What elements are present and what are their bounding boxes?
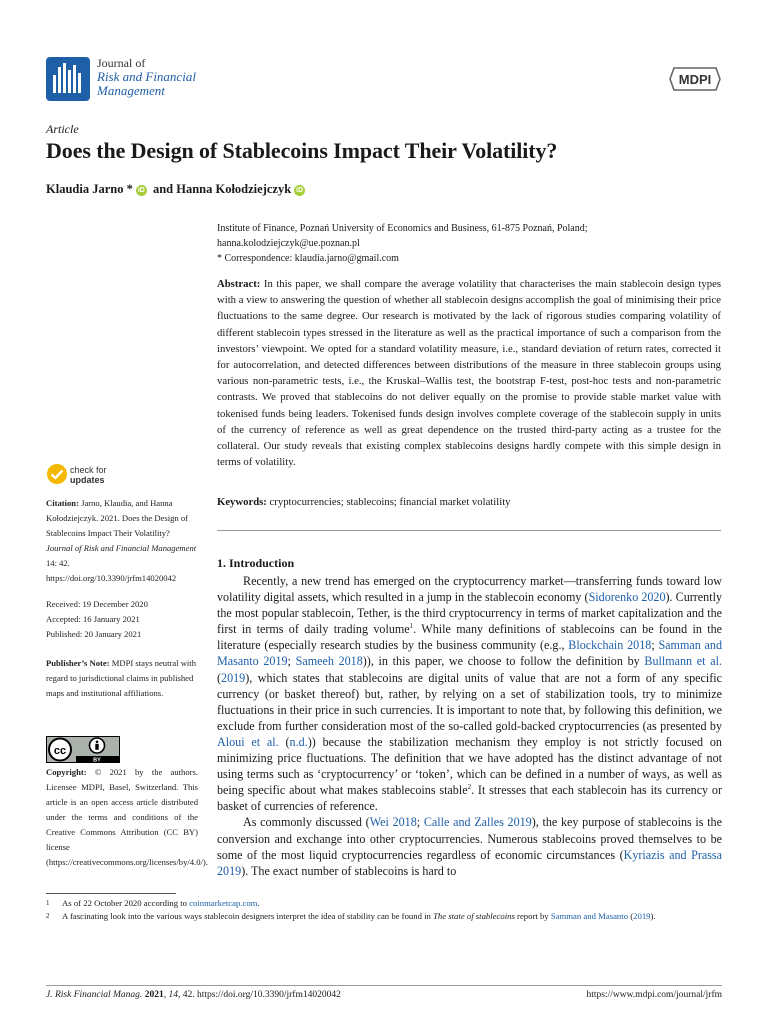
- updates-label: updates: [70, 474, 105, 485]
- check-for-updates-icon[interactable]: [46, 463, 68, 485]
- footnote-number: 1: [46, 899, 50, 907]
- body-text: [217, 573, 722, 879]
- journal-logo-icon: [46, 57, 90, 101]
- citation-link[interactable]: Sidorenko 2020: [588, 590, 666, 605]
- citation-journal: Journal of Risk and Financial Management: [46, 543, 197, 553]
- keywords-divider: [217, 530, 721, 531]
- abstract: [217, 276, 721, 470]
- author-email[interactable]: hanna.kolodziejczyk@ue.poznan.pl: [217, 238, 360, 249]
- citation-link[interactable]: n.d.: [289, 734, 308, 749]
- copyright-block: [46, 765, 208, 870]
- journal-title-line1: Risk and Financial: [97, 69, 196, 84]
- footnotes: [46, 897, 722, 922]
- footnote-text: report by: [514, 910, 551, 921]
- citation-link[interactable]: Bullmann et al.: [644, 654, 722, 669]
- publishers-note-text: MDPI stays neutral with regard to jurisdictional claims in published maps and institutional affiliations.: [46, 658, 196, 698]
- journal-title-line2: Management: [97, 82, 165, 98]
- cc-by-license-icon[interactable]: [46, 736, 120, 763]
- footnote-1: [46, 897, 722, 910]
- keywords: [217, 496, 511, 508]
- footnote-2: [46, 910, 722, 923]
- footnote-link[interactable]: coinmarketcap.com: [189, 898, 258, 908]
- footer-year: 2021: [142, 990, 164, 1000]
- affiliation-line: Institute of Finance, Poznań University of Economics and Business, 61-875 Poznań, Poland;: [217, 223, 588, 234]
- citation-link[interactable]: Kyriazis and Prassa 2019: [217, 847, 722, 878]
- article-title: Does the Design of Stablecoins Impact Their Volatility?: [46, 138, 558, 163]
- paragraph: Recently, a new trend has emerged on the cryptocurrency market—transferring funds toward low volatility digital assets, which resulted in a jump in the stablecoin economy (Sidorenko 2020). Currently the most popular stablecoin, Tether, is the third cryptocurrency in terms of market capitalization and the first in terms of daily trading volume$^1$. While many definitions of stablecoins can be found in the literature (especially research studies by the business community (e.g., Blockchain 2018; Samman and Masanto 2019; Sameeh 2018)), in this paper, we choose to follow the definition by Bullmann et al. (2019), which states that stablecoins are digital units of value that are not a form of any specific currency (or basket thereof) but, rather, by relying on a set of stabilization tools, try to minimize fluctuations in their price in such currencies. It is important to note that, by following this definition, we exclude from further consideration most of the so-called gold-backed cryptocurrencies (as presented by Aloui et al. (n.d.)) because the stabilization mechanism they employ is not strictly focused on minimizing price fluctuations. The definition that we have adopted has the distinct advantage of not using terms such as ‘cryptocurrency’ or ‘token’, which can be defined in a number of ways, as well as being specific about what makes stablecoins stable$^2$. It stresses that each stablecoin has its currency or basket of currencies of reference.: [217, 574, 723, 814]
- citation-label: Citation:: [46, 498, 79, 508]
- mdpi-logo-icon: [668, 66, 722, 92]
- citation-text: Jarno, Klaudia, and Hanna Kołodziejczyk. 2021. Does the Design of Stablecoins Impact Their Volatility?: [46, 498, 189, 538]
- citation-link[interactable]: Calle and Zalles 2019: [423, 815, 532, 830]
- journal-prefix: Journal of: [97, 56, 146, 70]
- footnote-text: (: [628, 910, 634, 921]
- cc-by-label: BY: [93, 757, 101, 763]
- article-type: Article: [46, 122, 79, 136]
- orcid-icon[interactable]: iD: [296, 187, 304, 194]
- abstract-label: Abstract:: [217, 278, 261, 290]
- citation-link[interactable]: 2019: [221, 670, 246, 685]
- publishers-note-label: Publisher’s Note:: [46, 658, 110, 668]
- footer-citation: [46, 990, 341, 1000]
- check-for-updates-label[interactable]: [70, 466, 107, 485]
- citation-doi[interactable]: 14: 42. https://doi.org/10.3390/jrfm14020042: [46, 558, 177, 583]
- received-date: Received: 19 December 2020: [46, 599, 148, 609]
- authors: [46, 182, 308, 197]
- footnote-text: .: [257, 898, 260, 908]
- publishers-note: [46, 656, 198, 701]
- section-heading: 1. Introduction: [217, 556, 295, 570]
- footnote-link[interactable]: Samman and Masanto: [550, 910, 629, 921]
- author-2[interactable]: Hanna Kołodziejczyk: [176, 182, 292, 196]
- citation-link[interactable]: Wei 2018: [369, 815, 417, 830]
- citation-link[interactable]: Blockchain 2018: [568, 638, 652, 653]
- affiliations: [217, 221, 727, 266]
- footer-doi[interactable]: , 42. https://doi.org/10.3390/jrfm14020042: [177, 990, 341, 1000]
- correspondence: * Correspondence: klaudia.jarno@gmail.com: [217, 253, 399, 264]
- author-separator: and: [149, 182, 177, 196]
- footnote-text: A fascinating look into the various ways stablecoin designers interpret the idea of stability can be found in: [62, 910, 434, 921]
- keywords-text: cryptocurrencies; stablecoins; financial market volatility: [266, 496, 511, 508]
- check-for-label: check for: [70, 465, 107, 475]
- dates-block: [46, 597, 198, 642]
- cc-label: cc: [53, 745, 67, 757]
- keywords-label: Keywords:: [217, 496, 267, 508]
- citation-link[interactable]: Sameeh 2018: [295, 654, 363, 669]
- abstract-text: In this paper, we shall compare the average volatility that characterises the main stablecoin design types with a view to answering the question of whether all stablecoin designs accomplish the goal of minimising their price fluctuations to the same degree. Our research is motivated by the lack of rigorous studies comparing volatility of different stablecoin types stressed in the literature as well as the practical importance of such a comparison from the investors’ viewpoint. We opted for a standard volatility measure, i.e., standard deviation of return rates, corrected it for autocorrelation, and detected differences between distributions of the measure in three stablecoin groups using various non-parametric tests, i.e., the Kruskal–Wallis test, the bootstrap F-test, post-hoc tests and non-parametric contrasts. We proved that stablecoins do not deliver equally on the promise to provide stable market value with tokenised funds being leaders. Tokenised funds design involves complete coverage of the stablecoin supply in units of the currency of reference as well as great dependence on the trusted third-party acting as a trustee for the collateral. Our study reveals that existing complex stablecoins designs hardly compete with this simple design in terms of volatility.: [217, 278, 721, 469]
- footer-volume: , 14: [163, 990, 178, 1000]
- copyright-label: Copyright:: [46, 767, 87, 777]
- footnote-number: 2: [46, 911, 50, 920]
- footer-divider: [46, 985, 722, 986]
- author-1[interactable]: Klaudia Jarno *: [46, 182, 133, 196]
- footnote-link[interactable]: 2019: [633, 910, 651, 921]
- footnote-text: As of 22 October 2020 according to: [62, 898, 190, 908]
- accepted-date: Accepted: 16 January 2021: [46, 614, 140, 624]
- published-date: Published: 20 January 2021: [46, 629, 142, 639]
- footnote-divider: [46, 893, 176, 894]
- footnote-italic: The state of stablecoins: [433, 910, 515, 921]
- citation-link[interactable]: Samman and Masanto 2019: [217, 638, 723, 669]
- mdpi-logo-text: MDPI: [678, 72, 712, 87]
- journal-name: [97, 57, 196, 97]
- footer-url[interactable]: https://www.mdpi.com/journal/jrfm: [586, 990, 722, 1000]
- citation-block: [46, 496, 198, 586]
- footnote-text: ).: [650, 910, 656, 921]
- footer-journal: J. Risk Financial Manag.: [46, 990, 143, 1000]
- copyright-text: © 2021 by the authors. Licensee MDPI, Basel, Switzerland. This article is an open access article distributed under the terms and conditions of the Creative Commons Attribution (CC BY) license (https://creativecommons.org/licenses/by/4.0/).: [46, 767, 208, 867]
- paragraph: As commonly discussed (Wei 2018; Calle and Zalles 2019), the key purpose of stablecoins is the conversion and exchange into other cryptocurrencies. Numerous stablecoins proved themselves to be some of the most liquid cryptocurrencies regardless of economic circumstances (Kyriazis and Prassa 2019). The exact number of stablecoins is hard to: [217, 815, 722, 878]
- citation-link[interactable]: Aloui et al.: [217, 734, 279, 749]
- orcid-icon[interactable]: iD: [137, 187, 145, 194]
